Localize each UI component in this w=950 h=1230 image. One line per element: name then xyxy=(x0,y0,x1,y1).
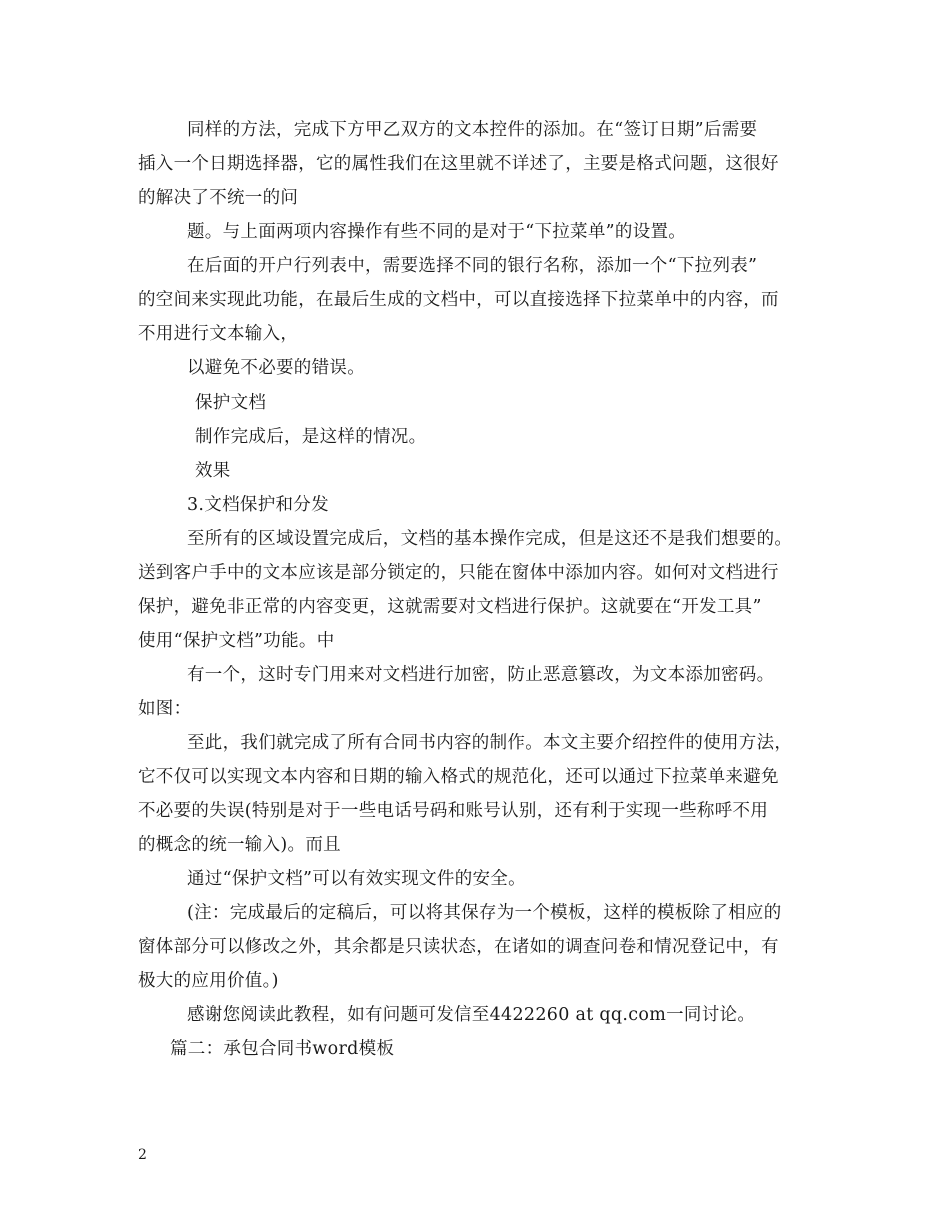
section-heading: 篇二：承包合同书word模板 xyxy=(170,1039,395,1059)
text-line: 感谢您阅读此教程，如有问题可发信至4422260 at qq.com一同讨论。 xyxy=(187,1005,756,1025)
text-line: 送到客户手中的文本应该是部分锁定的，只能在窗体中添加内容。如何对文档进行 xyxy=(138,563,779,583)
text-line: 同样的方法，完成下方甲乙双方的文本控件的添加。在“签订日期”后需要 xyxy=(187,120,758,140)
section-heading: 3.文档保护和分发 xyxy=(187,495,329,515)
text-line: 保护文档 xyxy=(195,393,267,413)
text-line: 至所有的区域设置完成后，文档的基本操作完成，但是这还不是我们想要的。 xyxy=(187,529,793,549)
text-line: 如图： xyxy=(138,699,192,719)
text-line: 极大的应用价值。) xyxy=(138,971,279,991)
text-line: 制作完成后，是这样的情况。 xyxy=(195,427,427,447)
text-line: 的概念的统一输入)。而且 xyxy=(138,835,341,855)
text-line: 题。与上面两项内容操作有些不同的是对于“下拉菜单”的设置。 xyxy=(187,222,687,242)
text-line: 使用“保护文档”功能。中 xyxy=(138,631,335,651)
text-line: 在后面的开户行列表中，需要选择不同的银行名称，添加一个“下拉列表” xyxy=(187,256,758,276)
text-line: 保护，避免非正常的内容变更，这就需要对文档进行保护。这就要在“开发工具” xyxy=(138,597,762,617)
text-line: (注：完成最后的定稿后，可以将其保存为一个模板，这样的模板除了相应的 xyxy=(187,903,782,923)
text-line: 不用进行文本输入， xyxy=(138,324,299,344)
text-line: 的空间来实现此功能，在最后生成的文档中，可以直接选择下拉菜单中的内容，而 xyxy=(138,290,779,310)
text-line: 有一个，这时专门用来对文档进行加密，防止恶意篡改，为文本添加密码。 xyxy=(187,665,775,685)
text-line: 至此，我们就完成了所有合同书内容的制作。本文主要介绍控件的使用方法， xyxy=(187,733,793,753)
text-line: 插入一个日期选择器，它的属性我们在这里就不详述了，主要是格式问题，这很好 xyxy=(138,154,779,174)
text-line: 窗体部分可以修改之外，其余都是只读状态，在诸如的调查问卷和情况登记中，有 xyxy=(138,937,779,957)
text-line: 通过“保护文档”可以有效实现文件的安全。 xyxy=(187,869,526,889)
text-line: 的解决了不统一的问 xyxy=(138,188,299,208)
text-line: 以避免不必要的错误。 xyxy=(187,358,365,378)
text-line: 不必要的失误(特别是对于一些电话号码和账号认别，还有利于实现一些称呼不用 xyxy=(138,801,769,821)
text-line: 效果 xyxy=(195,461,231,481)
page-number: 2 xyxy=(138,1147,147,1163)
text-line: 它不仅可以实现文本内容和日期的输入格式的规范化，还可以通过下拉菜单来避免 xyxy=(138,767,779,787)
